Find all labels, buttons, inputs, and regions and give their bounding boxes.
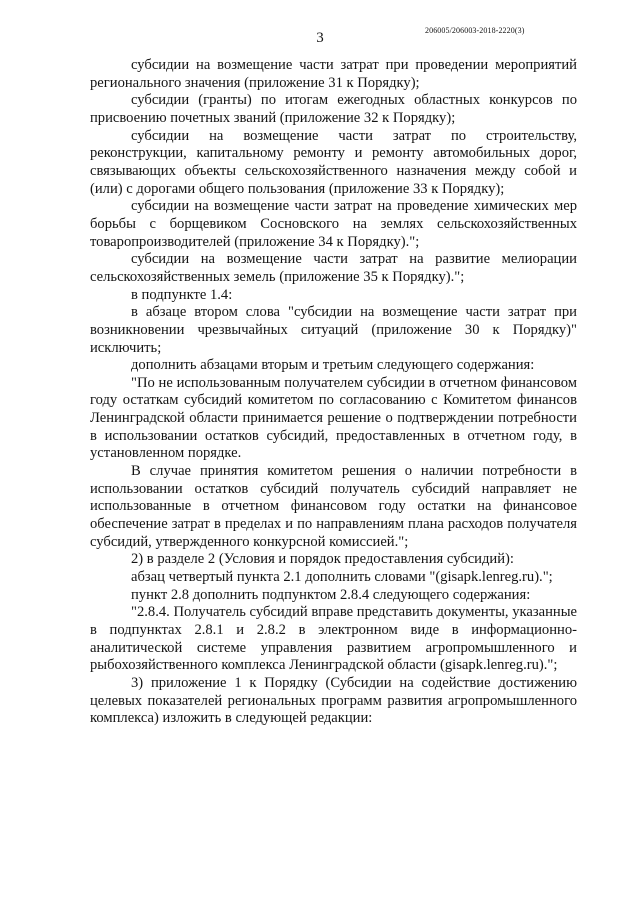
paragraph: 2) в разделе 2 (Условия и порядок предоставления субсидий): bbox=[131, 551, 514, 568]
page-number: 3 bbox=[316, 30, 324, 46]
document-code: 206005/206003-2018-2220(3) bbox=[425, 26, 525, 35]
paragraph: в абзаце втором слова "субсидии на возмещение части затрат при возникновении чрезвычайных ситуаций (приложение 30 к Порядку)" исключить; bbox=[90, 304, 577, 356]
paragraph: субсидии на возмещение части затрат на развитие мелиорации сельскохозяйственных земель (приложение 35 к Порядку)."; bbox=[90, 251, 577, 285]
paragraph: субсидии (гранты) по итогам ежегодных областных конкурсов по присвоению почетных званий (приложение 32 к Порядку); bbox=[90, 92, 577, 126]
paragraph: дополнить абзацами вторым и третьим следующего содержания: bbox=[131, 357, 535, 374]
paragraph: В случае принятия комитетом решения о наличии потребности в использовании остатков субсидий получатель субсидий направляет не использованные в отчетном финансовом году остатки на финансовое обеспечение затрат в пределах и по направлениям плана расходов получателя субсидий, утвержденного конкурсной комиссией."; bbox=[90, 463, 577, 550]
paragraph: субсидии на возмещение части затрат при проведении мероприятий регионального значения (приложение 31 к Порядку); bbox=[90, 57, 577, 91]
paragraph: пункт 2.8 дополнить подпунктом 2.8.4 следующего содержания: bbox=[131, 586, 531, 603]
paragraph: в подпункте 1.4: bbox=[131, 286, 233, 303]
paragraph: "По не использованным получателем субсидии в отчетном финансовом году остаткам субсидий комитетом по согласованию с Комитетом финансов Ленинградской области принимается решение о подтверждении потребности в использовании остатков субсидий, предоставленных в отчетном году, в установленном порядке. bbox=[90, 374, 577, 462]
paragraph: 3) приложение 1 к Порядку (Субсидии на содействие достижению целевых показателей региональных программ развития агропромышленного комплекса) изложить в следующей редакции: bbox=[90, 674, 577, 727]
paragraph: "2.8.4. Получатель субсидий вправе представить документы, указанные в подпунктах 2.8.1 и 2.8.2 в электронном виде в информационно-аналитической системе управления развитием агропромышленного и рыбохозяйственного комплекса Ленинградской области (gisapk.lenreg.ru)."; bbox=[90, 604, 577, 674]
paragraph: субсидии на возмещение части затрат по строительству, реконструкции, капитальному ремонту и ремонту автомобильных дорог, связывающих объекты сельскохозяйственного назначения между собой и (или) с дорогами общего пользования (приложение 33 к Порядку); bbox=[90, 127, 577, 197]
document-body bbox=[90, 57, 577, 728]
paragraph: абзац четвертый пункта 2.1 дополнить словами "(gisapk.lenreg.ru)."; bbox=[131, 569, 553, 586]
paragraph: субсидии на возмещение части затрат на проведение химических мер борьбы с борщевиком Сосновского на землях сельскохозяйственных товаропроизводителей (приложение 34 к Порядку)."; bbox=[90, 198, 577, 250]
